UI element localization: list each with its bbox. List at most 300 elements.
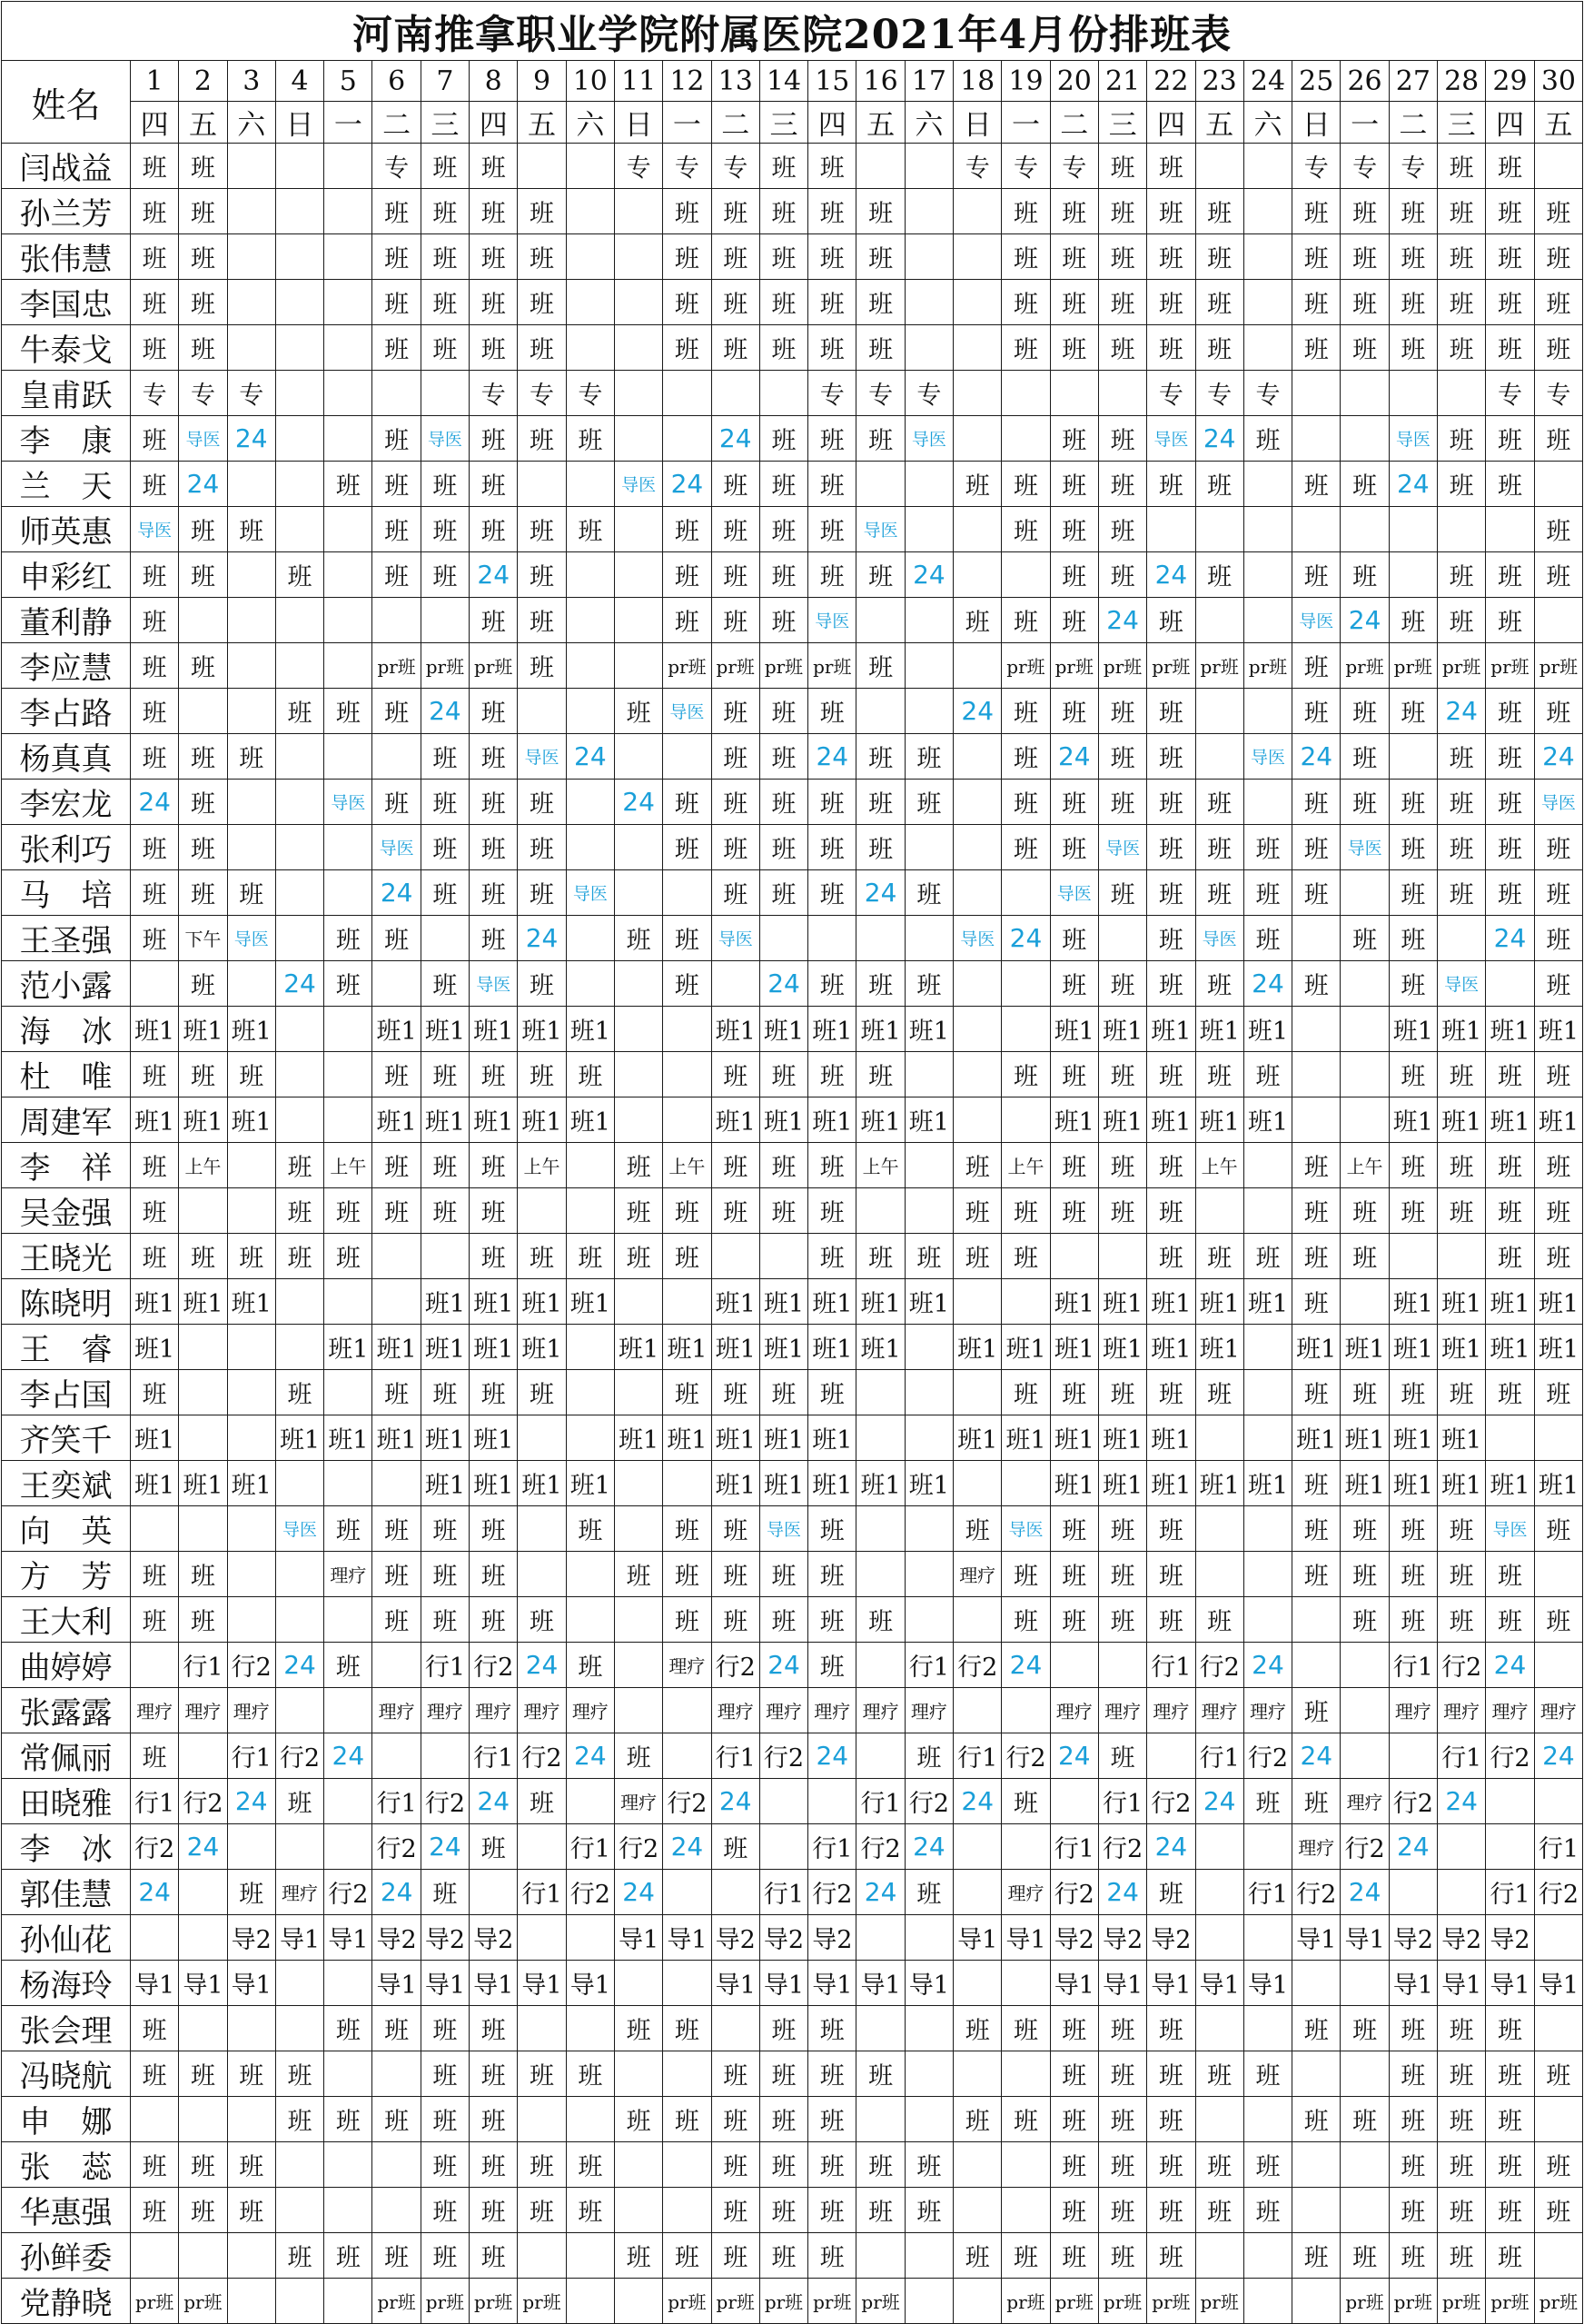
shift-cell	[421, 598, 469, 643]
shift-cell: 24	[1002, 916, 1050, 961]
shift-cell: pr班	[470, 643, 518, 689]
shift-cell: 班	[1438, 552, 1486, 598]
shift-cell: 班	[1292, 280, 1341, 325]
shift-cell: 班	[905, 2142, 953, 2188]
shift-cell: 班	[421, 734, 469, 780]
shift-cell: 班	[1050, 2051, 1098, 2097]
shift-cell	[614, 1097, 662, 1143]
shift-cell: 班	[179, 2051, 227, 2097]
shift-cell: 24	[1292, 734, 1341, 780]
shift-cell	[566, 1143, 614, 1188]
shift-cell: 班	[663, 2097, 711, 2142]
weekday-header: 五	[1534, 102, 1583, 144]
shift-cell	[1002, 1097, 1050, 1143]
shift-cell: 班	[808, 280, 856, 325]
day-number-header: 23	[1195, 61, 1243, 102]
shift-cell: 班	[131, 234, 179, 280]
shift-cell: 班	[518, 643, 566, 689]
shift-cell: 行1	[1098, 1779, 1146, 1824]
shift-cell: 班1	[1389, 1279, 1437, 1325]
shift-cell	[227, 462, 275, 507]
shift-cell: 班	[131, 1234, 179, 1279]
shift-cell: 班	[1098, 734, 1146, 780]
shift-cell: pr班	[421, 643, 469, 689]
shift-cell: 班	[1534, 2051, 1583, 2097]
staff-name: 李应慧	[2, 643, 131, 689]
shift-cell: 班	[1438, 870, 1486, 916]
shift-cell: 理疗	[421, 1688, 469, 1733]
shift-cell	[324, 1688, 372, 1733]
shift-cell: 导1	[1292, 1915, 1341, 1961]
table-row	[2, 552, 1583, 598]
shift-cell: 班	[1002, 234, 1050, 280]
shift-cell: 班	[663, 552, 711, 598]
shift-cell	[1147, 1733, 1195, 1779]
table-row	[2, 1097, 1583, 1143]
shift-cell: 班	[131, 416, 179, 462]
shift-cell	[905, 2233, 953, 2279]
shift-cell: 班	[1195, 825, 1243, 870]
shift-cell	[1292, 2142, 1341, 2188]
shift-cell: 导医	[1486, 1506, 1534, 1552]
shift-cell: pr班	[1534, 2279, 1583, 2324]
shift-cell	[421, 371, 469, 416]
shift-cell: 班	[1050, 416, 1098, 462]
shift-cell: 班	[954, 1188, 1002, 1234]
shift-cell	[954, 1097, 1002, 1143]
shift-cell: 班1	[1389, 1461, 1437, 1506]
shift-cell: 班	[1195, 280, 1243, 325]
shift-cell: 班	[131, 462, 179, 507]
shift-cell	[324, 1007, 372, 1052]
shift-cell	[905, 280, 953, 325]
shift-cell: 班	[1050, 598, 1098, 643]
shift-cell: 班	[372, 416, 421, 462]
shift-cell	[1292, 1007, 1341, 1052]
shift-cell: 班	[1486, 325, 1534, 371]
shift-cell: 行2	[954, 1643, 1002, 1688]
shift-cell	[227, 689, 275, 734]
table-row	[2, 1961, 1583, 2006]
staff-name: 范小露	[2, 961, 131, 1007]
shift-cell: 班	[1147, 280, 1195, 325]
shift-cell: pr班	[759, 2279, 807, 2324]
shift-cell	[1243, 1915, 1292, 1961]
shift-cell: 班	[711, 2097, 759, 2142]
shift-cell: 班	[808, 416, 856, 462]
shift-cell: 班	[711, 870, 759, 916]
shift-cell: 班	[905, 961, 953, 1007]
weekday-header: 一	[324, 102, 372, 144]
shift-cell: 班	[1147, 1552, 1195, 1597]
shift-cell: 班1	[566, 1461, 614, 1506]
shift-cell: 班	[227, 1234, 275, 1279]
shift-cell	[759, 371, 807, 416]
shift-cell	[614, 2279, 662, 2324]
shift-cell: 班	[372, 507, 421, 552]
shift-cell: 班	[1147, 2097, 1195, 2142]
shift-cell: 班	[759, 234, 807, 280]
shift-cell	[1534, 2233, 1583, 2279]
shift-cell	[1534, 598, 1583, 643]
table-row	[2, 2233, 1583, 2279]
shift-cell: 班	[1050, 1370, 1098, 1415]
shift-cell	[566, 1597, 614, 1643]
shift-cell	[808, 1779, 856, 1824]
shift-cell	[905, 2051, 953, 2097]
shift-cell	[663, 371, 711, 416]
shift-cell: 导2	[1486, 1915, 1534, 1961]
shift-cell: 班	[663, 1370, 711, 1415]
shift-cell: 班1	[518, 1007, 566, 1052]
shift-cell: 班1	[1098, 1325, 1146, 1370]
shift-cell: 班	[566, 1643, 614, 1688]
shift-cell: 班	[1050, 234, 1098, 280]
shift-cell: pr班	[1341, 643, 1389, 689]
shift-cell	[856, 1552, 905, 1597]
shift-cell: 班1	[1389, 1415, 1437, 1461]
shift-cell	[954, 2142, 1002, 2188]
shift-cell: 班	[1147, 2051, 1195, 2097]
shift-cell: 班	[1438, 280, 1486, 325]
table-row	[2, 1506, 1583, 1552]
shift-cell: pr班	[663, 643, 711, 689]
shift-cell	[663, 870, 711, 916]
table-row	[2, 2279, 1583, 2324]
shift-cell: 班	[1341, 916, 1389, 961]
shift-cell	[1534, 1643, 1583, 1688]
shift-cell	[1389, 1234, 1437, 1279]
shift-cell: 专	[1341, 144, 1389, 189]
shift-cell	[954, 1688, 1002, 1733]
shift-cell	[1534, 1779, 1583, 1824]
shift-cell: 导1	[470, 1961, 518, 2006]
shift-cell: 班1	[1486, 1461, 1534, 1506]
shift-cell	[566, 1779, 614, 1824]
shift-cell: 班1	[1147, 1415, 1195, 1461]
shift-cell: 班1	[131, 1007, 179, 1052]
shift-cell	[1292, 1643, 1341, 1688]
shift-cell	[131, 1643, 179, 1688]
shift-cell: 班	[518, 507, 566, 552]
shift-cell	[1243, 1824, 1292, 1870]
shift-cell: 班	[131, 144, 179, 189]
shift-cell: 24	[663, 462, 711, 507]
shift-cell: 班	[324, 689, 372, 734]
shift-cell: 班	[759, 825, 807, 870]
shift-cell: 班	[808, 462, 856, 507]
shift-cell: 班	[324, 2097, 372, 2142]
shift-cell: 班	[808, 2097, 856, 2142]
shift-cell	[1002, 416, 1050, 462]
shift-cell	[372, 2051, 421, 2097]
shift-cell	[227, 643, 275, 689]
shift-cell: 班	[1486, 280, 1534, 325]
shift-cell: 班	[566, 2051, 614, 2097]
shift-cell: 班	[179, 870, 227, 916]
staff-name: 杨海玲	[2, 1961, 131, 2006]
shift-cell: 24	[759, 961, 807, 1007]
shift-cell: 班	[470, 1824, 518, 1870]
shift-cell: 班	[372, 2006, 421, 2051]
shift-cell	[1486, 1415, 1534, 1461]
shift-cell: 班	[1098, 689, 1146, 734]
shift-cell: 导1	[614, 1915, 662, 1961]
shift-cell: 班1	[808, 1279, 856, 1325]
shift-cell: 班	[1292, 189, 1341, 234]
weekday-header: 三	[1438, 102, 1486, 144]
shift-cell: 24	[1147, 552, 1195, 598]
shift-cell	[275, 780, 323, 825]
shift-cell	[1002, 371, 1050, 416]
shift-cell: 24	[324, 1733, 372, 1779]
shift-cell	[1486, 1824, 1534, 1870]
shift-cell: 24	[470, 1779, 518, 1824]
shift-cell: 班	[1195, 1370, 1243, 1415]
day-number-header: 20	[1050, 61, 1098, 102]
shift-cell: 行2	[1147, 1779, 1195, 1824]
shift-cell	[179, 598, 227, 643]
staff-name: 申 娜	[2, 2097, 131, 2142]
weekday-header: 日	[614, 102, 662, 144]
shift-cell: 班	[1195, 2188, 1243, 2233]
shift-cell: 导1	[227, 1961, 275, 2006]
shift-cell	[1098, 916, 1146, 961]
shift-cell	[275, 2006, 323, 2051]
shift-cell	[275, 371, 323, 416]
shift-cell: 班	[759, 780, 807, 825]
shift-cell	[1341, 2142, 1389, 2188]
shift-cell	[856, 916, 905, 961]
shift-cell: 班	[1195, 189, 1243, 234]
shift-cell: 班	[566, 416, 614, 462]
shift-cell: pr班	[711, 2279, 759, 2324]
shift-cell: 班	[1050, 1552, 1098, 1597]
shift-cell	[372, 2142, 421, 2188]
shift-cell	[227, 1506, 275, 1552]
shift-cell: 班	[227, 1052, 275, 1097]
shift-cell: 导医	[759, 1506, 807, 1552]
shift-cell	[954, 507, 1002, 552]
shift-cell: 班	[759, 1597, 807, 1643]
shift-cell: 导2	[1438, 1915, 1486, 1961]
shift-cell: 班	[372, 1552, 421, 1597]
shift-cell: 班	[1243, 870, 1292, 916]
day-number-header: 7	[421, 61, 469, 102]
staff-name: 方 芳	[2, 1552, 131, 1597]
shift-cell: 导1	[518, 1961, 566, 2006]
table-row	[2, 2006, 1583, 2051]
shift-cell	[1292, 2188, 1341, 2233]
shift-cell	[324, 1824, 372, 1870]
shift-cell	[179, 2097, 227, 2142]
shift-cell: 班	[275, 1779, 323, 1824]
shift-cell: 班	[1050, 507, 1098, 552]
shift-cell	[1534, 1915, 1583, 1961]
shift-cell	[566, 780, 614, 825]
shift-cell: 班	[421, 2097, 469, 2142]
shift-cell: 班1	[1534, 1097, 1583, 1143]
shift-cell: 班	[1389, 189, 1437, 234]
shift-cell: 班	[1292, 1552, 1341, 1597]
shift-cell: 班	[1002, 689, 1050, 734]
shift-cell	[663, 2051, 711, 2097]
shift-cell: 班	[1292, 2233, 1341, 2279]
shift-cell	[614, 961, 662, 1007]
staff-name: 皇甫跃	[2, 371, 131, 416]
table-row	[2, 780, 1583, 825]
shift-cell: 班	[1486, 1597, 1534, 1643]
shift-cell: 行1	[1534, 1824, 1583, 1870]
shift-cell: 班	[1050, 2233, 1098, 2279]
shift-cell: 班	[759, 1370, 807, 1415]
shift-cell: 班	[179, 507, 227, 552]
shift-cell	[1002, 1824, 1050, 1870]
shift-cell: 行1	[1195, 1733, 1243, 1779]
shift-cell	[1195, 507, 1243, 552]
shift-cell: 导2	[421, 1915, 469, 1961]
table-row	[2, 1597, 1583, 1643]
shift-cell	[1050, 371, 1098, 416]
shift-cell: 导1	[566, 1961, 614, 2006]
shift-cell	[1292, 2279, 1341, 2324]
shift-cell: 班	[470, 1597, 518, 1643]
shift-cell: 班	[566, 507, 614, 552]
shift-cell: 班	[566, 1052, 614, 1097]
shift-cell: 班	[1438, 2051, 1486, 2097]
shift-cell: 理疗	[1486, 1688, 1534, 1733]
shift-cell: 班	[808, 1552, 856, 1597]
staff-name: 陈晓明	[2, 1279, 131, 1325]
shift-cell	[324, 144, 372, 189]
shift-cell: 理疗	[1292, 1824, 1341, 1870]
shift-cell: 班	[711, 1824, 759, 1870]
shift-cell: 班	[372, 1370, 421, 1415]
shift-cell: 班1	[518, 1325, 566, 1370]
shift-cell	[227, 2279, 275, 2324]
shift-cell	[275, 825, 323, 870]
shift-cell: 班	[1292, 1370, 1341, 1415]
day-number-header: 11	[614, 61, 662, 102]
shift-cell	[614, 325, 662, 371]
shift-cell: 班	[131, 598, 179, 643]
shift-cell	[1438, 371, 1486, 416]
shift-cell: 24	[372, 1870, 421, 1915]
shift-cell	[954, 234, 1002, 280]
shift-cell: 班1	[1486, 1097, 1534, 1143]
shift-cell: 班	[566, 1234, 614, 1279]
shift-cell: 24	[1243, 961, 1292, 1007]
shift-cell: 班	[131, 280, 179, 325]
shift-cell: 班1	[905, 1097, 953, 1143]
shift-cell: 班	[566, 1506, 614, 1552]
shift-cell: 专	[179, 371, 227, 416]
shift-cell: 导1	[1341, 1915, 1389, 1961]
shift-cell: 班	[1389, 870, 1437, 916]
shift-cell: 行2	[131, 1824, 179, 1870]
shift-cell: 导医	[179, 416, 227, 462]
shift-cell: 班	[1341, 2006, 1389, 2051]
table-row	[2, 234, 1583, 280]
shift-cell: 导1	[372, 1961, 421, 2006]
shift-cell	[227, 189, 275, 234]
shift-cell	[1292, 1052, 1341, 1097]
shift-cell	[275, 1279, 323, 1325]
shift-cell: 班	[711, 1552, 759, 1597]
shift-cell: 行1	[131, 1779, 179, 1824]
shift-cell: 班	[856, 2188, 905, 2233]
shift-cell: 班	[1341, 325, 1389, 371]
shift-cell	[1243, 1552, 1292, 1597]
shift-cell: pr班	[808, 643, 856, 689]
shift-cell	[227, 1415, 275, 1461]
shift-cell	[1292, 507, 1341, 552]
shift-cell: 导2	[808, 1915, 856, 1961]
shift-cell: 班	[954, 1506, 1002, 1552]
shift-cell: 班	[1486, 144, 1534, 189]
shift-cell: 班	[179, 825, 227, 870]
shift-cell	[179, 1325, 227, 1370]
shift-cell: 理疗	[179, 1688, 227, 1733]
shift-cell: 24	[711, 416, 759, 462]
shift-cell	[905, 1370, 953, 1415]
shift-cell: 班	[1050, 2142, 1098, 2188]
shift-cell: 班	[470, 462, 518, 507]
shift-cell	[1002, 1461, 1050, 1506]
shift-cell: 24	[1050, 734, 1098, 780]
shift-cell: 班	[711, 2188, 759, 2233]
shift-cell	[227, 1143, 275, 1188]
shift-cell: 理疗	[566, 1688, 614, 1733]
shift-cell: 班	[856, 825, 905, 870]
shift-cell: 班	[372, 280, 421, 325]
staff-name: 李宏龙	[2, 780, 131, 825]
shift-cell: 班	[421, 552, 469, 598]
shift-cell: 班	[518, 1779, 566, 1824]
shift-cell: 班	[470, 1552, 518, 1597]
shift-cell	[1195, 1870, 1243, 1915]
shift-cell: 班	[1002, 1234, 1050, 1279]
staff-name: 王奕斌	[2, 1461, 131, 1506]
shift-cell	[324, 1597, 372, 1643]
shift-cell: 班1	[905, 1007, 953, 1052]
shift-cell: 班	[1534, 189, 1583, 234]
shift-cell	[324, 280, 372, 325]
shift-cell	[227, 2006, 275, 2051]
shift-cell: 班	[856, 961, 905, 1007]
shift-cell	[663, 1052, 711, 1097]
shift-cell: 24	[1243, 1643, 1292, 1688]
shift-cell: 班1	[1243, 1007, 1292, 1052]
shift-cell: pr班	[1002, 2279, 1050, 2324]
shift-cell	[1243, 1370, 1292, 1415]
shift-cell: 导1	[1147, 1961, 1195, 2006]
shift-cell: 班1	[470, 1097, 518, 1143]
shift-cell: pr班	[1486, 2279, 1534, 2324]
shift-cell: 班	[808, 1143, 856, 1188]
shift-cell: 班	[1147, 825, 1195, 870]
shift-cell: 班1	[808, 1415, 856, 1461]
shift-cell: 班	[1534, 1143, 1583, 1188]
shift-cell: 班	[131, 189, 179, 234]
shift-cell: 导2	[711, 1915, 759, 1961]
shift-cell	[227, 1325, 275, 1370]
shift-cell: 班	[759, 2097, 807, 2142]
shift-cell: 班	[808, 689, 856, 734]
shift-cell: 24	[1341, 598, 1389, 643]
shift-cell: 班	[1486, 689, 1534, 734]
shift-cell: 班	[470, 325, 518, 371]
